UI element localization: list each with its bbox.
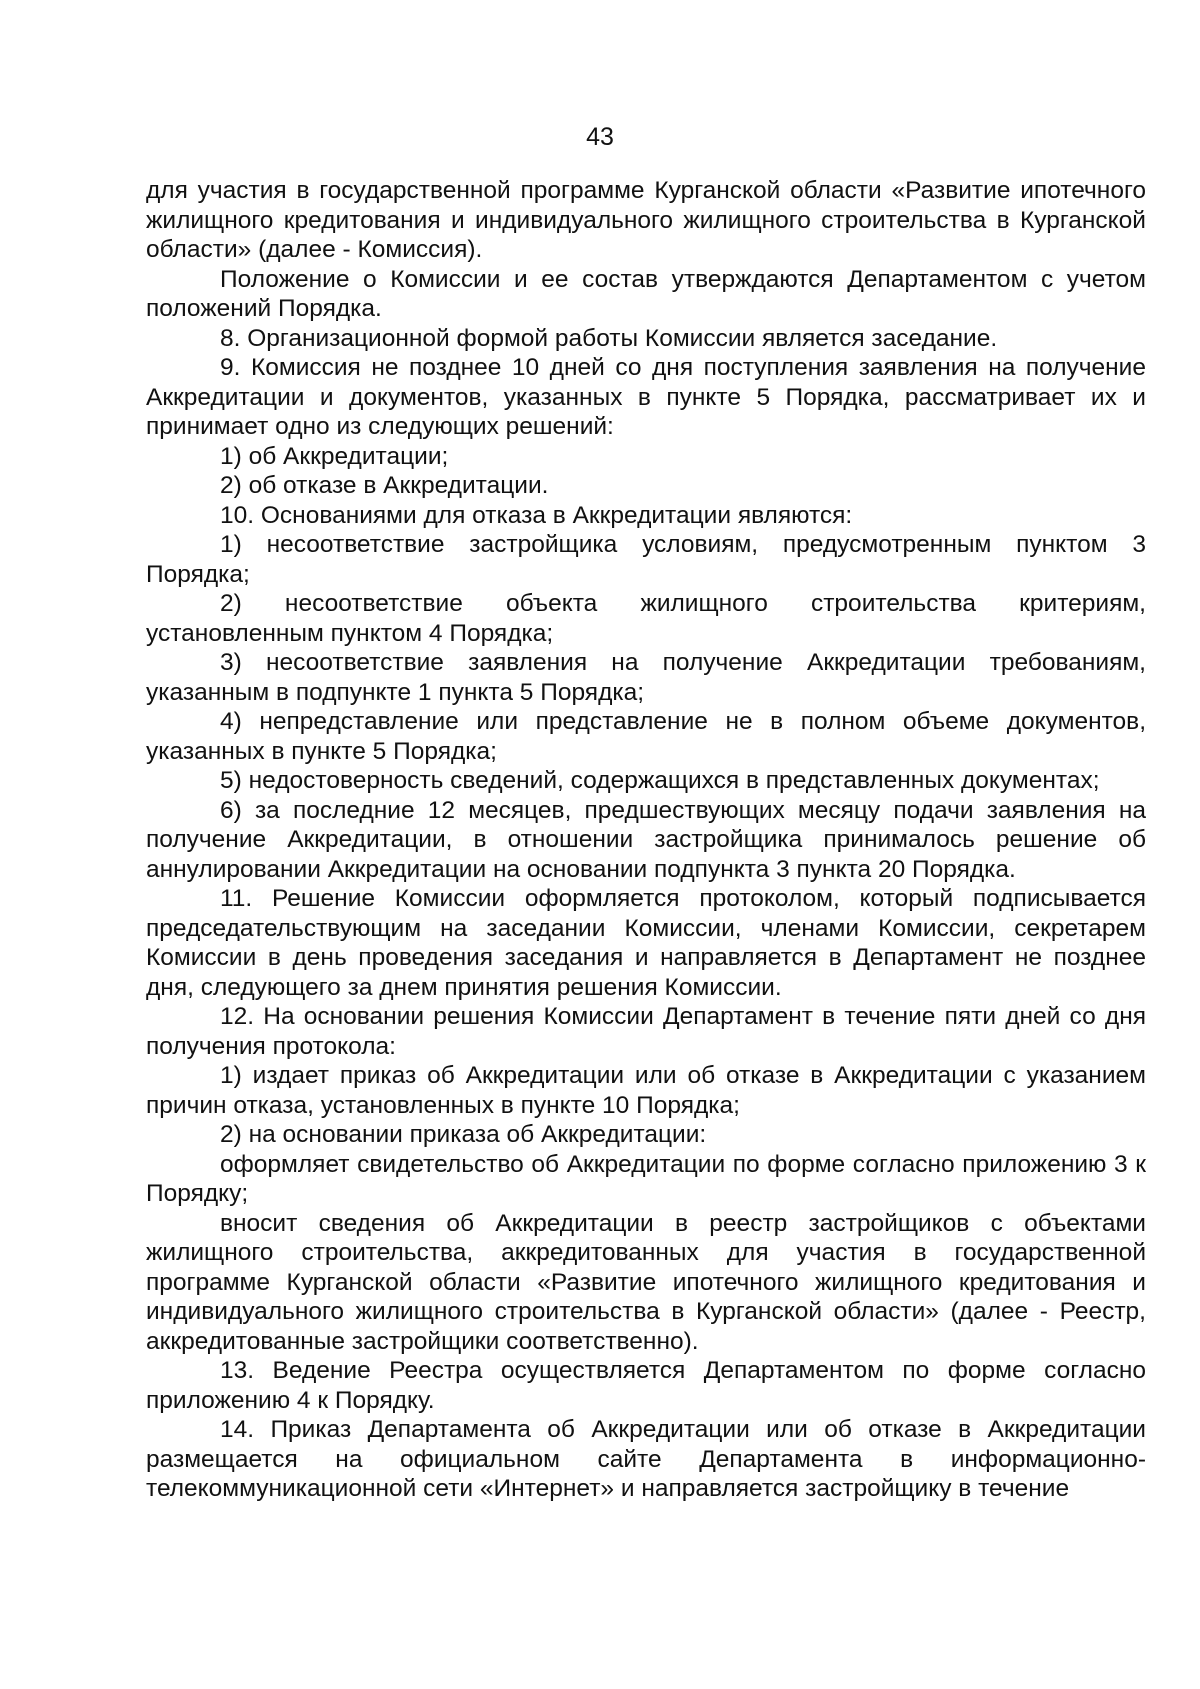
paragraph-9-item-1: 1) об Аккредитации; [220, 442, 449, 470]
paragraph-14: 14. Приказ Департамента об Аккредитации или об отказе в Аккредитации размещается на официальном сайте Департамента в информационно-телекоммуникационной сети «Интернет» и направляется застройщику в течение [146, 1416, 1146, 1502]
paragraph-10: 10. Основаниями для отказа в Аккредитации являются: [220, 501, 853, 529]
paragraph-10-item-1: 1) несоответствие застройщика условиям, предусмотренным пунктом 3 Порядка; [146, 531, 1146, 588]
paragraph-10-item-2: 2) несоответствие объекта жилищного строительства критериям, установленным пунктом 4 Порядка; [146, 590, 1146, 647]
paragraph-12: 12. На основании решения Комиссии Департамент в течение пяти дней со дня получения протокола: [146, 1003, 1146, 1060]
page-number: 43 [586, 123, 614, 151]
paragraph-12-item-2-registry: вносит сведения об Аккредитации в реестр застройщиков с объектами жилищного строительства, аккредитованных для участия в государственной программе Курганской области «Развитие ипотечного жилищного кредитования и индивидуального жилищного строительства в Курганской области» (далее - Реестр, аккредитованные застройщики соответственно). [146, 1209, 1146, 1355]
paragraph-12-item-2: 2) на основании приказа об Аккредитации: [220, 1121, 707, 1148]
paragraph-13: 13. Ведение Реестра осуществляется Департаментом по форме согласно приложению 4 к Порядку. [146, 1357, 1146, 1414]
paragraph-10-item-6: 6) за последние 12 месяцев, предшествующих месяцу подачи заявления на получение Аккредитации, в отношении застройщика принималось решение об аннулировании Аккредитации на основании подпункта 3 пункта 20 Порядка. [146, 796, 1146, 883]
paragraph-10-item-4: 4) непредставление или представление не в полном объеме документов, указанных в пункте 5 Порядка; [146, 708, 1146, 765]
paragraph-12-item-2-certificate: оформляет свидетельство об Аккредитации по форме согласно приложению 3 к Порядку; [146, 1150, 1146, 1207]
paragraph-12-item-1: 1) издает приказ об Аккредитации или об отказе в Аккредитации с указанием причин отказа, установленных в пункте 10 Порядка; [146, 1062, 1146, 1119]
paragraph-9: 9. Комиссия не позднее 10 дней со дня поступления заявления на получение Аккредитации и документов, указанных в пункте 5 Порядка, рассматривает их и принимает одно из следующих решений: [146, 354, 1146, 440]
paragraph-8: 8. Организационной формой работы Комиссии является заседание. [220, 324, 998, 352]
paragraph-10-item-5: 5) недостоверность сведений, содержащихся в представленных документах; [220, 767, 1100, 794]
paragraph-11: 11. Решение Комиссии оформляется протоколом, который подписывается председательствующим на заседании Комиссии, членами Комиссии, секретарем Комиссии в день проведения заседания и направляется в Департамент не позднее дня, следующего за днем принятия решения Комиссии. [146, 885, 1146, 1001]
paragraph-10-item-3: 3) несоответствие заявления на получение Аккредитации требованиям, указанным в подпункте 1 пункта 5 Порядка; [146, 649, 1146, 706]
paragraph-commission-regulation: Положение о Комиссии и ее состав утверждаются Департаментом с учетом положений Порядка. [146, 265, 1146, 322]
document-body [146, 176, 1146, 1504]
paragraph-9-item-2: 2) об отказе в Аккредитации. [220, 472, 549, 499]
paragraph-commission-definition: для участия в государственной программе Курганской области «Развитие ипотечного жилищного кредитования и индивидуального жилищного строительства в Курганской области» (далее - Комиссия). [146, 177, 1146, 263]
